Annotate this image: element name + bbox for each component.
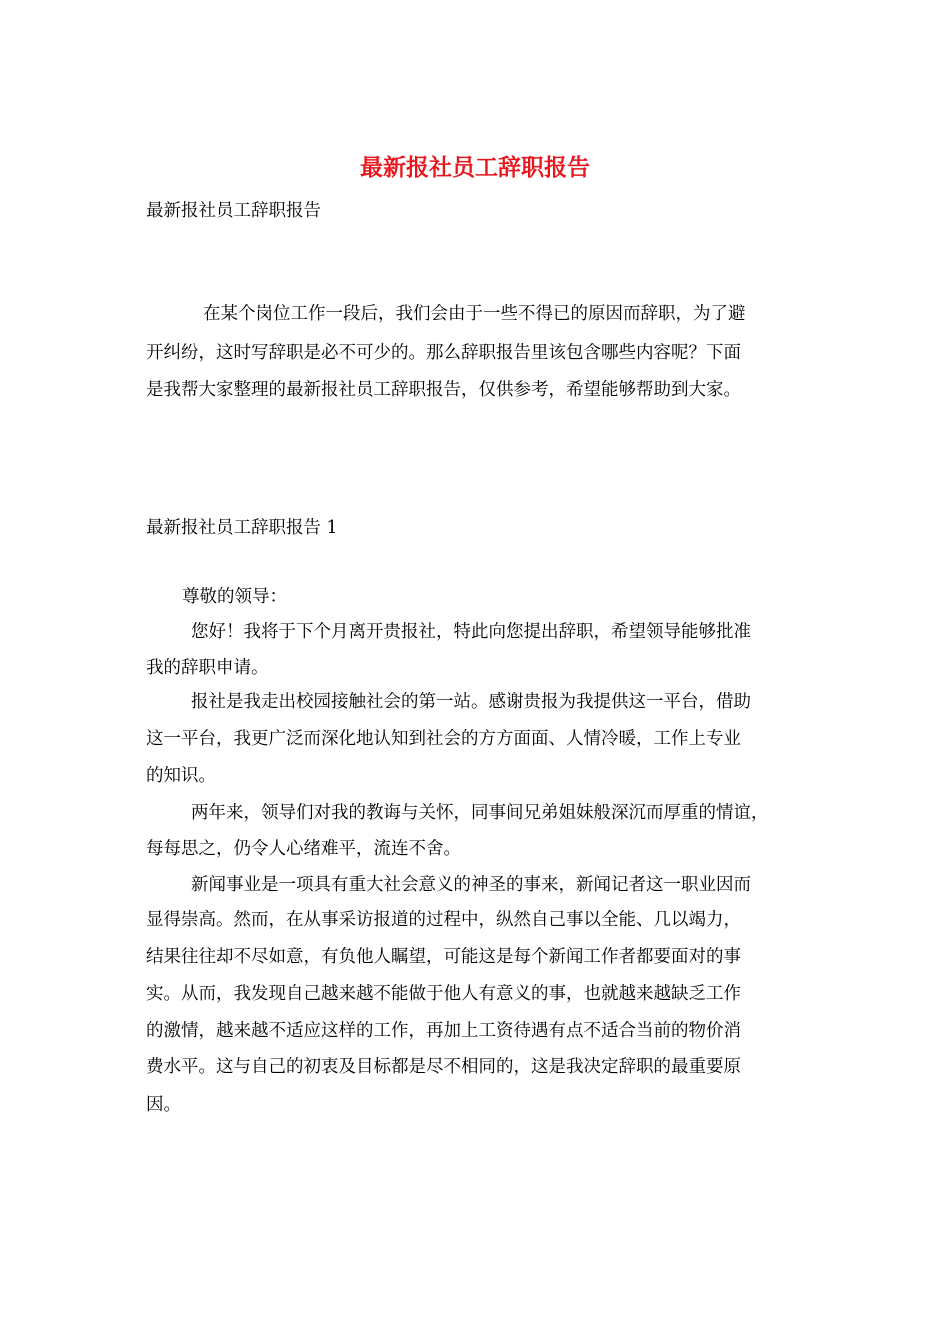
body-line: 实。从而，我发现自己越来越不能做于他人有意义的事，也就越来越缺乏工作: [146, 984, 741, 1004]
body-line: 的激情，越来越不适应这样的工作，再加上工资待遇有点不适合当前的物价消: [146, 1021, 741, 1041]
body-line: 费水平。这与自己的初衷及目标都是尽不相同的，这是我决定辞职的最重要原: [146, 1057, 741, 1077]
body-line: 这一平台，我更广泛而深化地认知到社会的方方面面、人情冷暖，工作上专业: [146, 729, 741, 749]
body-line: 显得崇高。然而，在从事采访报道的过程中，纵然自己事以全能、几以竭力，: [146, 910, 741, 930]
body-line: 您好！我将于下个月离开贵报社，特此向您提出辞职，希望领导能够批准: [191, 622, 751, 642]
document-title: 最新报社员工辞职报告: [360, 154, 590, 181]
intro-line: 在某个岗位工作一段后，我们会由于一些不得已的原因而辞职，为了避: [203, 304, 746, 324]
body-line: 新闻事业是一项具有重大社会意义的神圣的事来，新闻记者这一职业因而: [191, 875, 751, 895]
body-line: 的知识。: [146, 766, 216, 786]
body-line: 两年来，领导们对我的教诲与关怀，同事间兄弟姐妹般深沉而厚重的情谊，: [191, 803, 769, 823]
body-line: 报社是我走出校园接触社会的第一站。感谢贵报为我提供这一平台，借助: [191, 692, 751, 712]
salutation: 尊敬的领导：: [182, 587, 287, 607]
body-line: 因。: [146, 1095, 181, 1115]
section-heading: 最新报社员工辞职报告 1: [146, 518, 338, 538]
document-subtitle: 最新报社员工辞职报告: [146, 201, 321, 221]
intro-line: 开纠纷，这时写辞职是必不可少的。那么辞职报告里该包含哪些内容呢？下面: [146, 343, 741, 363]
intro-line: 是我帮大家整理的最新报社员工辞职报告，仅供参考，希望能够帮助到大家。: [146, 380, 741, 400]
body-line: 结果往往却不尽如意，有负他人瞩望，可能这是每个新闻工作者都要面对的事: [146, 947, 741, 967]
body-line: 每每思之，仍令人心绪难平，流连不舍。: [146, 839, 461, 859]
body-line: 我的辞职申请。: [146, 658, 269, 678]
